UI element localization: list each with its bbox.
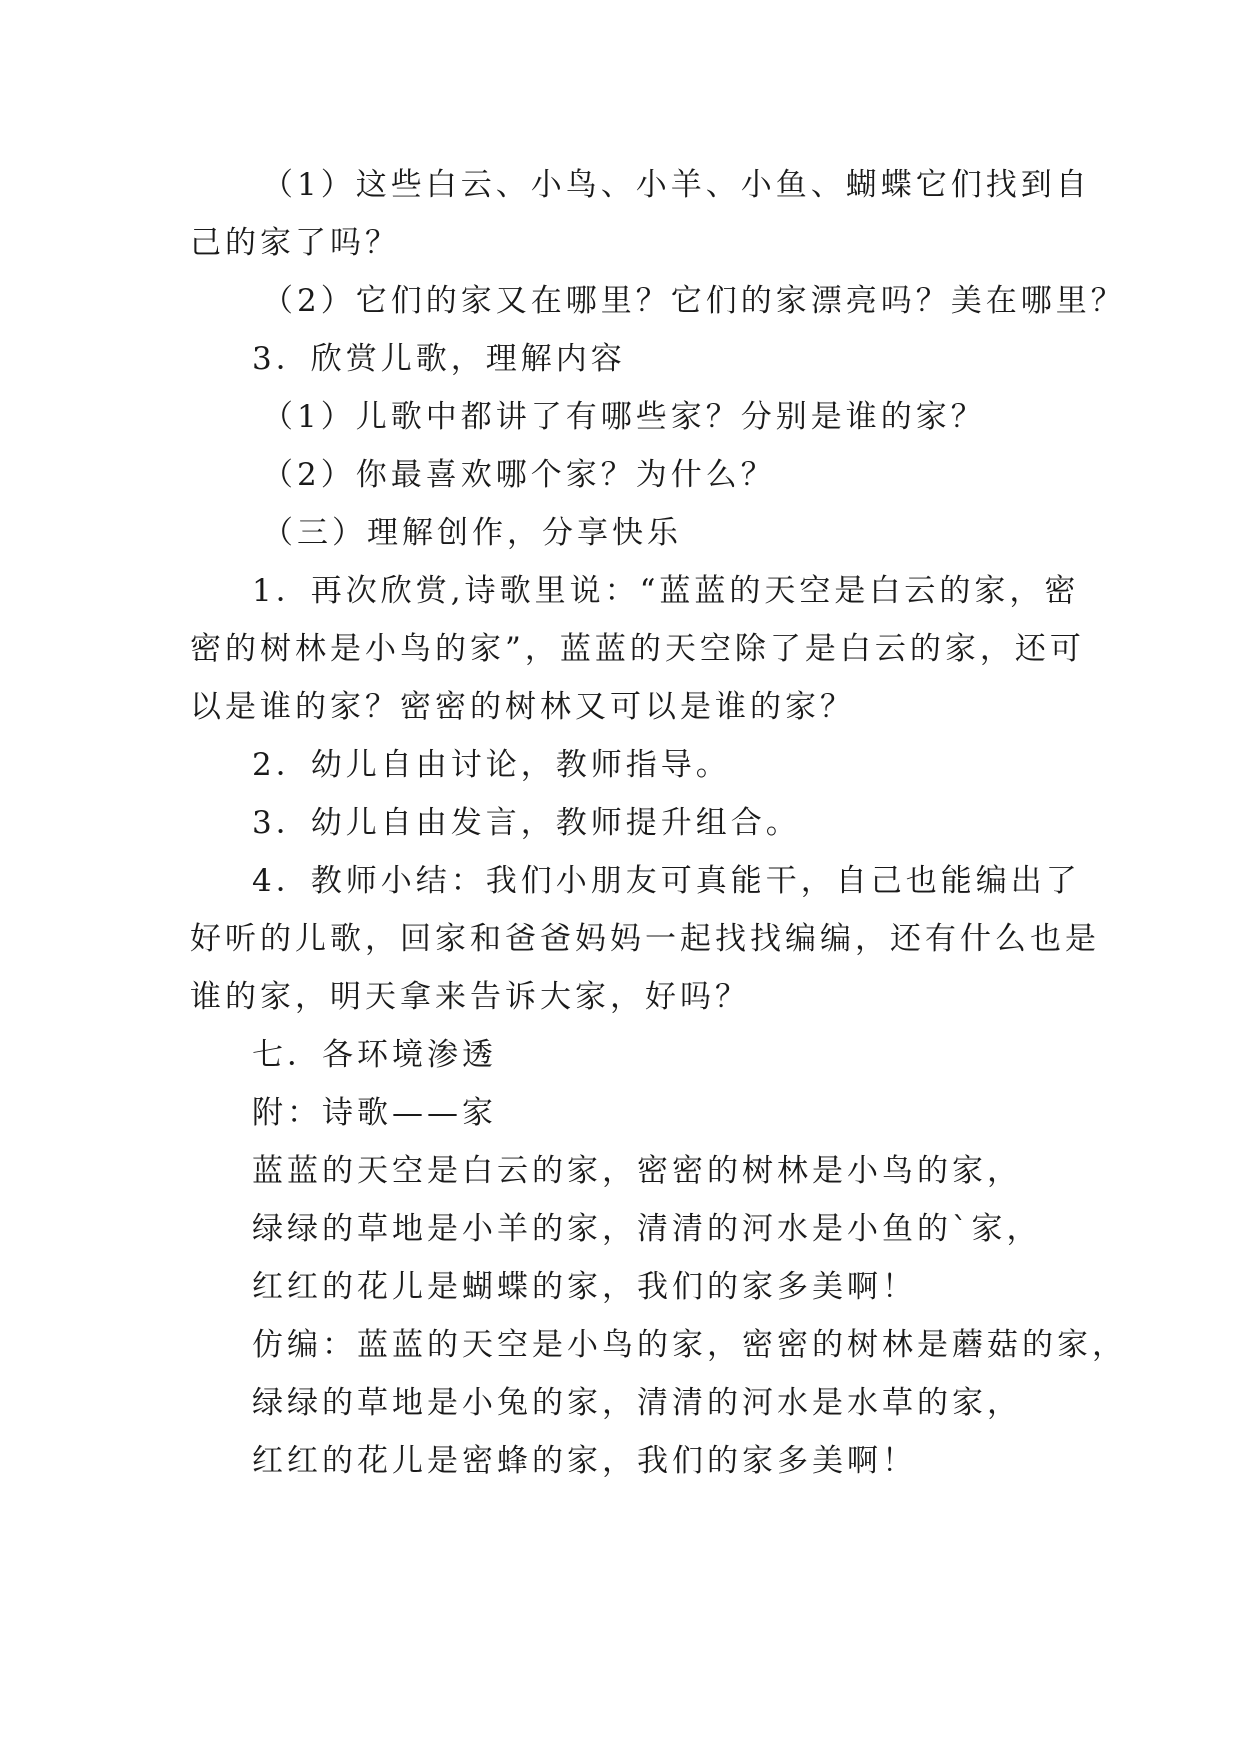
section-heading: 七．各环境渗透 [252,1037,497,1073]
section-heading: 3．欣赏儿歌，理解内容 [252,341,626,377]
text-line: 1．再次欣赏,诗歌里说：“蓝蓝的天空是白云的家，密 [252,573,1080,609]
text-line: （2）它们的家又在哪里？它们的家漂亮吗？美在哪里？ [262,283,1126,319]
poem-line: 红红的花儿是密蜂的家，我们的家多美啊！ [252,1443,917,1479]
text-line: 好听的儿歌，回家和爸爸妈妈一起找找编编，还有什么也是 [190,921,1100,957]
poem-line: 红红的花儿是蝴蝶的家，我们的家多美啊！ [252,1269,917,1305]
text-line: 3．幼儿自由发言，教师提升组合。 [252,805,801,841]
text-line: 己的家了吗？ [190,225,400,261]
section-heading: 附：诗歌——家 [252,1095,497,1131]
text-line: 2．幼儿自由讨论，教师指导。 [252,747,731,783]
text-line: （1）这些白云、小鸟、小羊、小鱼、蝴蝶它们找到自 [262,167,1091,203]
text-line: 以是谁的家？密密的树林又可以是谁的家？ [190,689,855,725]
poem-line: 绿绿的草地是小兔的家，清清的河水是水草的家， [252,1385,1022,1421]
text-line: 谁的家，明天拿来告诉大家，好吗？ [190,979,750,1015]
text-line: （1）儿歌中都讲了有哪些家？分别是谁的家？ [262,399,986,435]
text-line: 密的树林是小鸟的家”，蓝蓝的天空除了是白云的家，还可 [190,631,1085,667]
poem-line: 蓝蓝的天空是白云的家，密密的树林是小鸟的家， [252,1153,1022,1189]
poem-line: 仿编：蓝蓝的天空是小鸟的家，密密的树林是蘑菇的家， [252,1327,1127,1363]
text-line: 4．教师小结：我们小朋友可真能干，自己也能编出了 [252,863,1081,899]
poem-line: 绿绿的草地是小羊的家，清清的河水是小鱼的`家， [252,1211,1042,1247]
text-line: （2）你最喜欢哪个家？为什么？ [262,457,776,493]
section-heading: （三）理解创作，分享快乐 [262,515,682,551]
